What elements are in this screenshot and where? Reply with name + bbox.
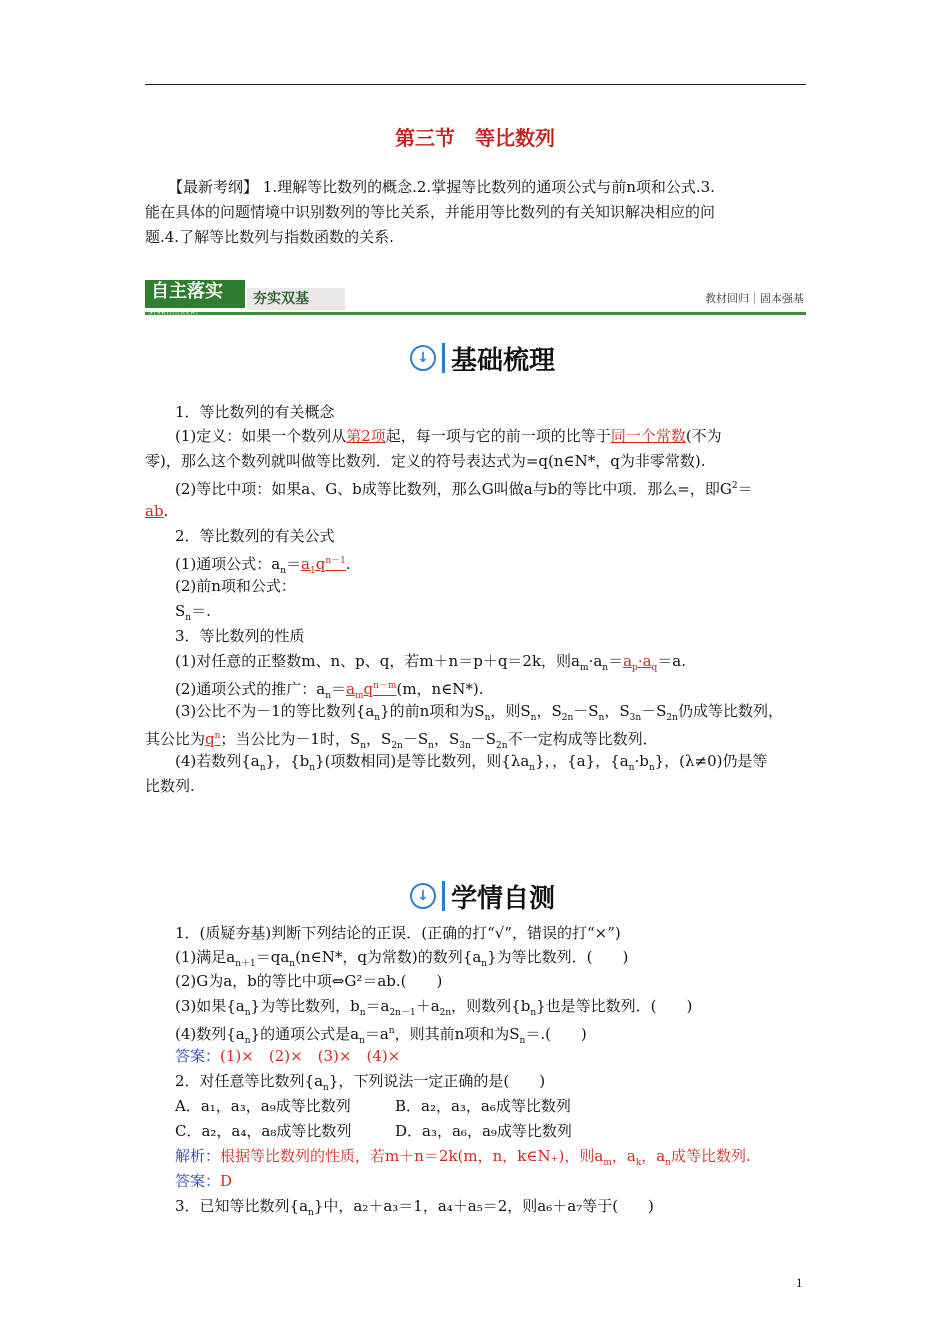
text: ＝qa bbox=[255, 948, 290, 966]
outline-line-2: 能在具体的问题情境中识别数列的等比关系，并能用等比数列的有关知识解决相应的问 bbox=[145, 203, 716, 221]
property-4-line-2: 比数列. bbox=[145, 777, 195, 795]
answer-blank: 同一个常数 bbox=[610, 427, 686, 445]
sub: n bbox=[598, 713, 605, 723]
text: }也是等比数列．( ) bbox=[536, 997, 693, 1015]
sub: n bbox=[602, 663, 609, 673]
sub: 3n bbox=[629, 713, 642, 723]
text: }(项数相同)是等比数列，则{λa bbox=[315, 752, 530, 770]
sum-heading: (2)前n项和公式： bbox=[175, 577, 296, 595]
header-rule bbox=[145, 84, 806, 85]
sup: 2 bbox=[731, 481, 738, 491]
text: }，{b bbox=[265, 752, 310, 770]
text: }为等比数列，b bbox=[250, 997, 360, 1015]
quiz-q1: 1．(质疑夯基)判断下列结论的正误．(正确的打“√”，错误的打“×”) bbox=[175, 924, 621, 942]
banner-mid: 夯实双基 bbox=[247, 288, 345, 310]
text: }的通项公式是a bbox=[250, 1025, 360, 1043]
sub: p bbox=[632, 663, 638, 673]
text: 仍成等比数列， bbox=[677, 702, 783, 720]
sub: n bbox=[323, 1083, 329, 1093]
sub: k bbox=[635, 1158, 642, 1168]
text: ，S bbox=[536, 702, 562, 720]
text: ；当公比为－1时，S bbox=[220, 730, 361, 748]
page-title: 第三节 等比数列 bbox=[395, 126, 555, 150]
text: ，则数列{b bbox=[451, 997, 531, 1015]
text: ，a bbox=[641, 1147, 666, 1165]
text: (1)定义：如果一个数列从 bbox=[175, 427, 347, 445]
sub: n bbox=[259, 763, 266, 773]
sub: 2n bbox=[666, 713, 678, 723]
outline-label: 【最新考纲】 bbox=[168, 178, 259, 196]
banner-right: 教材回归｜固本强基 bbox=[705, 292, 804, 305]
option-a: A．a₁，a₃，a₉成等比数列 bbox=[175, 1097, 351, 1115]
text: ·a bbox=[588, 652, 603, 670]
explanation-text: 根据等比数列的性质，若m＋n＝2k(m，n，k∈N₊)，则a bbox=[220, 1147, 604, 1165]
sub: n bbox=[374, 713, 381, 723]
section-heading-selftest bbox=[410, 876, 555, 916]
mean-line-2 bbox=[145, 500, 168, 522]
text: ＝a. bbox=[657, 652, 687, 670]
property-4-line-1 bbox=[175, 750, 767, 779]
text: S bbox=[175, 602, 186, 620]
text: q bbox=[363, 680, 374, 698]
text: 2．对任意等比数列{a bbox=[175, 1072, 324, 1090]
text: 起，每一项与它的前一项的比等于 bbox=[385, 427, 611, 445]
text: }的前n项和为S bbox=[380, 702, 485, 720]
sub: n bbox=[325, 691, 331, 701]
text: ＝ bbox=[737, 480, 753, 498]
sub: 2n bbox=[439, 1008, 452, 1018]
sub: n bbox=[484, 713, 491, 723]
text: (1)满足a bbox=[175, 948, 236, 966]
section-heading-basics bbox=[410, 338, 555, 378]
sup: n bbox=[214, 731, 221, 741]
text: ＝ bbox=[331, 680, 347, 698]
sub: 2n－1 bbox=[389, 1008, 416, 1018]
section-banner bbox=[145, 278, 806, 318]
text: . bbox=[345, 555, 351, 573]
option-c: C．a₂，a₄，a₈成等比数列 bbox=[175, 1122, 352, 1140]
sub: 2n bbox=[496, 741, 508, 751]
text: ＝ bbox=[608, 652, 624, 670]
banner-left-label: 自主落实 bbox=[151, 281, 223, 302]
sub: n bbox=[185, 613, 192, 623]
answer-blank: ab bbox=[145, 502, 164, 520]
text: －S bbox=[641, 702, 667, 720]
mean-line-1 bbox=[175, 475, 753, 500]
text: 其公比为 bbox=[145, 730, 206, 748]
basics-h3: 3．等比数列的性质 bbox=[175, 627, 305, 645]
section-separator bbox=[442, 881, 445, 911]
sub: n bbox=[244, 1036, 251, 1046]
sub: n bbox=[289, 959, 296, 969]
sub: 1 bbox=[309, 566, 316, 576]
quiz-q3 bbox=[175, 1195, 654, 1224]
sub: n bbox=[359, 1008, 366, 1018]
sub: n bbox=[244, 1008, 251, 1018]
text: }，下列说法一定正确的是( ) bbox=[328, 1072, 546, 1090]
text: 成等比数列. bbox=[671, 1147, 751, 1165]
sub: n bbox=[529, 763, 536, 773]
text: －S bbox=[402, 730, 429, 748]
text: 不一定构成等比数列． bbox=[507, 730, 658, 748]
answer-label: 答案： bbox=[175, 1047, 221, 1065]
basics-h1: 1．等比数列的有关概念 bbox=[175, 403, 335, 421]
text: ·a bbox=[637, 652, 652, 670]
quiz-explanation bbox=[175, 1145, 751, 1174]
text: ，a bbox=[611, 1147, 636, 1165]
answer-label: 答案： bbox=[175, 1172, 221, 1190]
text: 3．已知等比数列{a bbox=[175, 1197, 309, 1215]
quiz-answer-2 bbox=[175, 1170, 232, 1192]
banner-left bbox=[145, 280, 245, 318]
sub: n bbox=[648, 763, 655, 773]
text: ，则其前n项和为S bbox=[394, 1025, 520, 1043]
section-separator bbox=[442, 343, 445, 373]
text: }，，{a}，{a bbox=[535, 752, 629, 770]
text: ＝a bbox=[365, 997, 390, 1015]
quiz-options-row-1 bbox=[175, 1095, 571, 1117]
text: ＋a bbox=[415, 997, 440, 1015]
text: (4)若数列{a bbox=[175, 752, 260, 770]
sub: n bbox=[308, 1208, 314, 1218]
text: (3)公比不为－1的等比数列{a bbox=[175, 702, 375, 720]
explanation-label: 解析： bbox=[175, 1147, 221, 1165]
answer-blank: q bbox=[205, 730, 215, 748]
text: ，则S bbox=[490, 702, 531, 720]
page-number: 1 bbox=[796, 1275, 803, 1290]
text: ·b bbox=[634, 752, 649, 770]
answer-text: D bbox=[220, 1172, 233, 1190]
sub: 3n bbox=[459, 741, 471, 751]
text: ＝a bbox=[364, 1025, 389, 1043]
sub: n＋1 bbox=[235, 959, 256, 969]
answer-blank: 第2项 bbox=[346, 427, 386, 445]
section-title: 学情自测 bbox=[451, 883, 556, 914]
sub: 2n bbox=[561, 713, 574, 723]
text: －S bbox=[573, 702, 599, 720]
text: (3)如果{a bbox=[175, 997, 245, 1015]
sub: n bbox=[280, 566, 286, 576]
sub: n bbox=[428, 741, 434, 751]
section-title: 基础梳理 bbox=[451, 345, 556, 376]
sub: n bbox=[530, 713, 537, 723]
text: ＝. bbox=[191, 602, 211, 620]
quiz-options-row-2 bbox=[175, 1120, 572, 1142]
text: }为等比数列．( ) bbox=[487, 948, 629, 966]
sub: n bbox=[665, 1158, 672, 1168]
sub: n bbox=[309, 763, 316, 773]
text: (2)等比中项：如果a、G、b成等比数列，那么G叫做a与b的等比中项．那么=，即G bbox=[175, 480, 732, 498]
sup: n－m bbox=[373, 681, 397, 691]
sub: n bbox=[530, 1008, 537, 1018]
option-b: B．a₂，a₃，a₆成等比数列 bbox=[395, 1097, 571, 1115]
text: ＝.( ) bbox=[525, 1025, 587, 1043]
sup: n bbox=[388, 1026, 395, 1036]
sub: n bbox=[628, 763, 635, 773]
sub: n bbox=[481, 959, 488, 969]
answer-blank: a bbox=[301, 555, 310, 573]
quiz-q1-2: (2)G为a，b的等比中项⇔G²＝ab.( ) bbox=[175, 972, 443, 990]
text: . bbox=[163, 502, 169, 520]
sub: m bbox=[354, 691, 364, 701]
sub: m bbox=[580, 663, 589, 673]
text: (1)通项公式：a bbox=[175, 555, 281, 573]
sup: n－1 bbox=[325, 556, 346, 566]
sub: 2n bbox=[391, 741, 403, 751]
text: (m，n∈N*). bbox=[396, 680, 484, 698]
sub: m bbox=[603, 1158, 612, 1168]
sub: q bbox=[651, 663, 658, 673]
answer-blank: a bbox=[346, 680, 355, 698]
text: (1)对任意的正整数m、n、p、q，若m＋n＝p＋q＝2k，则a bbox=[175, 652, 581, 670]
text: (2)通项公式的推广：a bbox=[175, 680, 326, 698]
answer-blank: a bbox=[623, 652, 633, 670]
outline-line-3: 题.4.了解等比数列与指数函数的关系. bbox=[145, 228, 394, 246]
sub: n bbox=[360, 741, 367, 751]
definition-line-2: 零)，那么这个数列就叫做等比数列．定义的符号表达式为=q(n∈N*，q为非零常数). bbox=[145, 452, 706, 470]
text: (4)数列{a bbox=[175, 1025, 245, 1043]
text: ，S bbox=[366, 730, 392, 748]
sub: n bbox=[519, 1036, 526, 1046]
text: (不为 bbox=[685, 427, 722, 445]
quiz-answer-1 bbox=[175, 1045, 400, 1067]
basics-h2: 2．等比数列的有关公式 bbox=[175, 527, 335, 545]
text: }中，a₂＋a₃＝1，a₄＋a₅＝2，则a₆＋a₇等于( ) bbox=[313, 1197, 654, 1215]
outline-line-1 bbox=[168, 176, 715, 198]
banner-pinyin: zizhuluoshi bbox=[149, 310, 199, 318]
text: －S bbox=[470, 730, 497, 748]
text: }，(λ≠0)仍是等 bbox=[654, 752, 768, 770]
definition-line-1 bbox=[175, 425, 722, 447]
sub: n bbox=[359, 1036, 365, 1046]
text: ＝ bbox=[286, 555, 302, 573]
text: q bbox=[315, 555, 326, 573]
option-d: D．a₃，a₆，a₉成等比数列 bbox=[395, 1122, 572, 1140]
outline-text-1: 1.理解等比数列的概念.2.掌握等比数列的通项公式与前n项和公式.3. bbox=[262, 178, 715, 196]
text: (n∈N*，q为常数)的数列{a bbox=[295, 948, 482, 966]
text: ，S bbox=[433, 730, 460, 748]
answer-text: (1)× (2)× (3)× (4)× bbox=[220, 1047, 401, 1065]
down-arrow-circle-icon: ↓ bbox=[410, 345, 436, 371]
text: ，S bbox=[604, 702, 630, 720]
down-arrow-circle-icon: ↓ bbox=[410, 883, 436, 909]
